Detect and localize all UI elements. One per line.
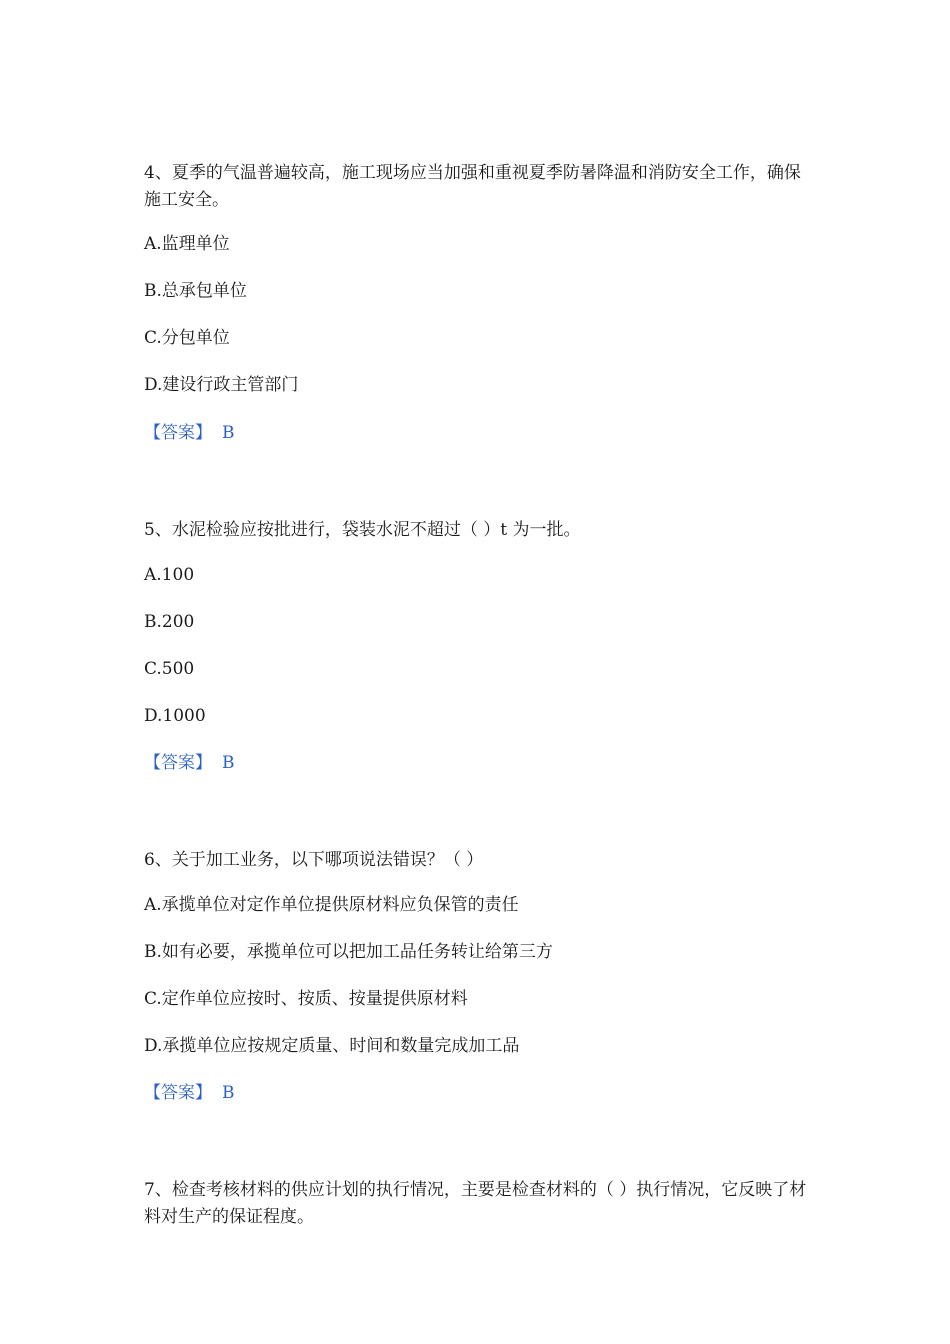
question-stem: 4、夏季的气温普遍较高，施工现场应当加强和重视夏季防暑降温和消防安全工作，确保施工安全。 (144, 163, 801, 210)
option-b: B.总承包单位 (144, 281, 247, 301)
question-stem: 6、关于加工业务，以下哪项说法错误？（ ） (144, 850, 484, 870)
option-c: C.500 (144, 659, 195, 679)
option-c: C.分包单位 (144, 328, 230, 348)
option-d: D.1000 (144, 706, 206, 726)
answer-line (144, 423, 235, 443)
answer-line (144, 753, 235, 773)
answer-label: 【答案】 (144, 423, 212, 443)
question-4 (144, 160, 814, 450)
answer-label: 【答案】 (144, 1083, 212, 1103)
option-d: D.承揽单位应按规定质量、时间和数量完成加工品 (144, 1036, 520, 1056)
question-6 (144, 847, 814, 1107)
question-stem: 5、水泥检验应按批进行，袋装水泥不超过（ ）t 为一批。 (144, 520, 581, 540)
question-5 (144, 517, 814, 777)
option-b: B.如有必要，承揽单位可以把加工品任务转让给第三方 (144, 942, 553, 962)
question-7 (144, 1177, 814, 1237)
option-a: A.承揽单位对定作单位提供原材料应负保管的责任 (144, 895, 519, 915)
option-b: B.200 (144, 612, 195, 632)
option-d: D.建设行政主管部门 (144, 375, 299, 395)
answer-value: B (222, 1083, 235, 1103)
answer-value: B (222, 423, 235, 443)
question-stem: 7、检查考核材料的供应计划的执行情况，主要是检查材料的（ ）执行情况，它反映了材料对生产的保证程度。 (144, 1180, 807, 1227)
answer-label: 【答案】 (144, 753, 212, 773)
answer-line (144, 1083, 235, 1103)
option-a: A.监理单位 (144, 234, 230, 254)
option-a: A.100 (144, 565, 195, 585)
answer-value: B (222, 753, 235, 773)
option-c: C.定作单位应按时、按质、按量提供原材料 (144, 989, 468, 1009)
